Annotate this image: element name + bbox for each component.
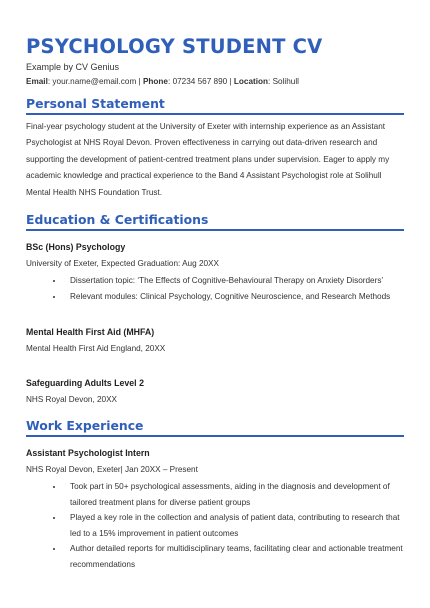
cv-title: PSYCHOLOGY STUDENT CV (26, 35, 323, 58)
entry-subtitle: Mental Health First Aid England, 20XX (26, 344, 166, 354)
contact-line: Email: your.name@email.com | Phone: 07234 567 890 | Location: Solihull (26, 77, 299, 86)
entry-subtitle: NHS Royal Devon, Exeter| Jan 20XX – Present (26, 465, 198, 475)
personal-statement-heading: Personal Statement (26, 96, 404, 115)
bullet-item: • Took part in 50+ psychological assessments, aiding in the diagnosis and development of tailored treatment plans for diverse patient groups (64, 479, 404, 510)
entry-title: BSc (Hons) Psychology (26, 242, 126, 253)
email-label: Email (26, 77, 48, 86)
entry-bullets (26, 273, 404, 304)
entry-subtitle: NHS Royal Devon, 20XX (26, 395, 118, 405)
education-entry-mhfa (26, 326, 404, 355)
entry-title: Mental Health First Aid (MHFA) (26, 327, 155, 338)
work-experience-heading: Work Experience (26, 418, 404, 437)
email-value: your.name@email.com (52, 77, 137, 86)
location-label: Location (233, 77, 269, 86)
bullet-item: • Author detailed reports for multidisciplinary teams, facilitating clear and actionable treatment recommendations (64, 541, 404, 572)
education-entry-safeguarding (26, 377, 404, 406)
bullet-item: • Dissertation topic: ‘The Effects of Cognitive-Behavioural Therapy on Anxiety Disorders’ (64, 273, 404, 289)
entry-title: Safeguarding Adults Level 2 (26, 378, 144, 389)
entry-title: Assistant Psychologist Intern (26, 448, 150, 459)
bullet-item: • Relevant modules: Clinical Psychology, Cognitive Neuroscience, and Research Methods (64, 289, 404, 305)
bullet-item: • Played a key role in the collection and analysis of patient data, contributing to research that led to a 15% improvement in patient outcomes (64, 510, 404, 541)
work-entry-intern (26, 447, 404, 572)
location-value: Solihull (272, 77, 299, 86)
cv-subtitle: Example by CV Genius (26, 62, 120, 72)
education-heading: Education & Certifications (26, 212, 404, 231)
education-entry-bsc (26, 241, 404, 304)
entry-subtitle: University of Exeter, Expected Graduation: Aug 20XX (26, 259, 219, 269)
personal-statement-text: Final-year psychology student at the University of Exeter with internship experience as an Assistant Psychologist at NHS Royal Devon. Proven effectiveness in carrying out data-driven research and supporting the development of patient-centred treatment plans under supervision. Eager to apply my academic knowledge and practical experience to the Band 4 Assistant Psychologist role at Solihull Mental Health NHS Foundation Trust. (26, 122, 390, 197)
phone-value: 07234 567 890 (172, 77, 228, 86)
phone-label: Phone (142, 77, 168, 86)
entry-bullets (26, 479, 404, 572)
